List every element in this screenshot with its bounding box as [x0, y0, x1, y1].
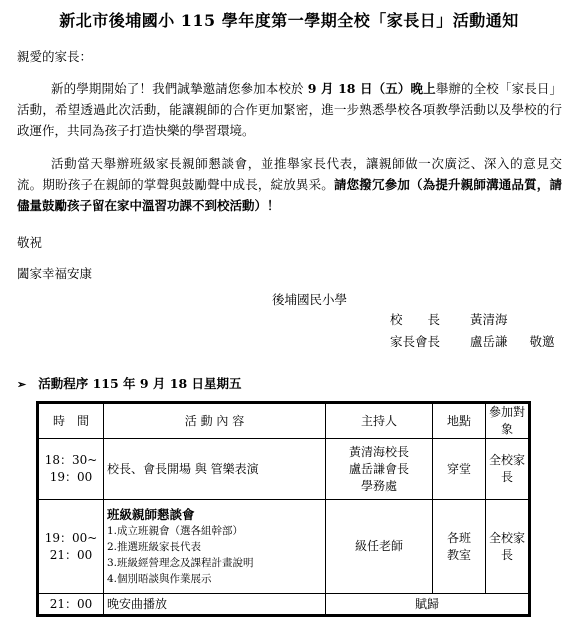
schedule-table	[36, 401, 531, 617]
header-content: 活 動 內 容	[104, 403, 326, 439]
host-name: 黃清海校長	[348, 444, 409, 459]
paragraph-details	[17, 153, 562, 216]
place-line: 教室	[446, 547, 471, 562]
table-row	[38, 439, 530, 500]
signature-suffix: 敬邀	[529, 334, 555, 349]
time-start: 18：30~	[44, 453, 98, 467]
notice-title: 新北市後埔國小 115 學年度第一學期全校「家長日」活動通知	[59, 11, 519, 30]
time-end: 19：00	[49, 470, 93, 484]
place-line: 各班	[446, 530, 471, 545]
content-item: 4.個別晤談與作業展示	[107, 573, 212, 585]
host-cell: 級任老師	[326, 500, 433, 594]
intro-text-a: 新的學期開始了！我們誠摯邀請您參加本校於	[51, 81, 304, 96]
target-cell: 全校家長	[486, 439, 530, 500]
place-cell	[433, 500, 486, 594]
arrow-bullet-icon: ➢	[17, 378, 27, 391]
header-target: 參加對象	[486, 403, 530, 439]
signature-role: 校 長	[390, 312, 441, 327]
greeting: 親愛的家長：	[17, 49, 93, 64]
time-end: 21：00	[49, 547, 93, 562]
host-name: 盧岳謙會長	[348, 461, 409, 476]
content-cell: 晚安曲播放	[104, 594, 326, 616]
content-item: 3.班級經營理念及課程計畫說明	[107, 557, 254, 569]
signature-name: 黃清海	[470, 312, 508, 327]
table-row	[38, 594, 530, 616]
header-time: 時 間	[38, 403, 104, 439]
target-cell: 全校家長	[486, 500, 530, 594]
closing-salutation: 敬祝	[17, 235, 43, 250]
host-cell	[326, 439, 433, 500]
signature-name: 盧岳謙	[470, 334, 508, 349]
attendance-request: 請您撥冗參加（為提升親師溝通品質，請儘量鼓勵孩子留在家中溫習功課不到校活動）！	[17, 177, 562, 213]
content-cell	[104, 500, 326, 594]
signature-role: 家長會長	[390, 334, 441, 349]
time-cell	[38, 439, 104, 500]
end-cell: 賦歸	[326, 594, 530, 616]
host-name: 學務處	[360, 478, 397, 493]
event-date: 9 月 18 日（五）晚上	[307, 81, 436, 96]
school-name: 後埔國民小學	[272, 292, 348, 307]
schedule-heading	[17, 374, 242, 392]
header-host: 主持人	[326, 403, 433, 439]
paragraph-intro	[17, 78, 562, 141]
table-row	[38, 500, 530, 594]
content-cell: 校長、會長開場 與 管樂表演	[104, 439, 326, 500]
time-cell	[38, 500, 104, 594]
signature-pta-chair	[390, 331, 555, 352]
intro-text-b: 舉辦的全校「家長日」活動，希望透過此次活動，能讓親師的合作更加緊密，進一步熟悉學校各項教學活動以及學校的行政運作，共同為孩子打造快樂的學習環境。	[17, 81, 562, 138]
schedule-heading-text: 活動程序 115 年 9 月 18 日星期五	[38, 376, 242, 391]
details-text: 活動當天舉辦班級家長親師懇談會，並推舉家長代表，讓親師做一次廣泛、深入的意見交流。期盼孩子在親師的掌聲與鼓勵聲中成長，綻放異采。	[17, 156, 562, 192]
content-title: 班級親師懇談會	[107, 507, 195, 522]
content-item: 2.推選班級家長代表	[107, 541, 202, 553]
time-cell: 21：00	[38, 594, 104, 616]
signature-principal	[390, 309, 508, 330]
header-place: 地點	[433, 403, 486, 439]
closing-wish: 闔家幸福安康	[17, 266, 93, 281]
content-item: 1.成立班親會（選各組幹部）	[107, 525, 244, 537]
place-cell: 穿堂	[433, 439, 486, 500]
table-header-row	[38, 403, 530, 439]
time-start: 19：00~	[44, 530, 98, 545]
